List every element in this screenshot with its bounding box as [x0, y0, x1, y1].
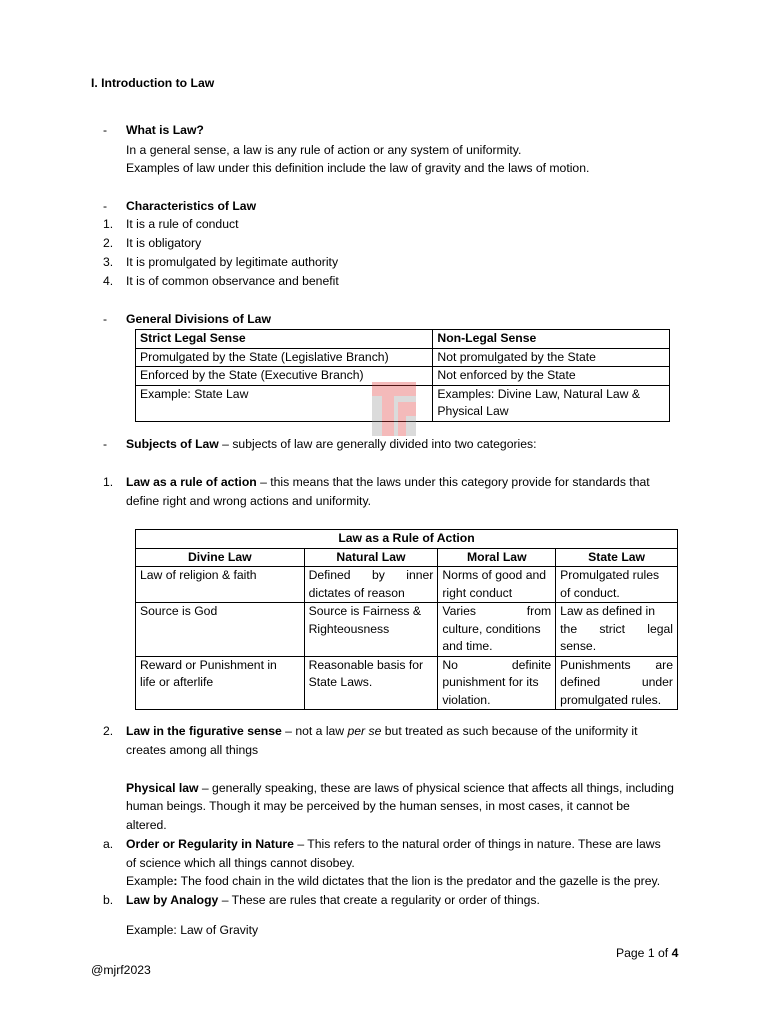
- cell-line: Reasonable basis for: [308, 657, 424, 672]
- cell-line: Source is Fairness &: [308, 604, 422, 618]
- what-is-law-line-2: Examples of law under this definition include the law of gravity and the laws of motion.: [126, 161, 590, 175]
- watermark-logo-icon: [368, 372, 420, 444]
- analogy-text: – These are rules that create a regularity or order of things.: [218, 893, 540, 907]
- table-cell: [556, 656, 678, 710]
- order-example: [126, 872, 660, 891]
- rule-of-action-text: – this means that the laws under this category provide for standards that: [256, 475, 650, 489]
- figurative-line-1: [126, 722, 637, 741]
- table-cell: [438, 567, 556, 603]
- cell-line: right conduct: [442, 585, 513, 600]
- rule-of-action-label: Law as a rule of action: [126, 475, 257, 489]
- list-number: 1.: [103, 217, 114, 231]
- cell-line: punishment for its: [442, 675, 539, 689]
- characteristics-heading: Characteristics of Law: [126, 199, 257, 213]
- cell-line: sense.: [560, 639, 597, 653]
- table-row: [136, 348, 670, 367]
- table-row: [136, 656, 678, 710]
- table-header: Natural Law: [304, 548, 438, 567]
- rule-of-action-line-2: define right and wrong actions and uniformity.: [126, 494, 372, 508]
- cell-line: Source is God: [140, 604, 218, 618]
- subjects-line: [126, 435, 537, 454]
- order-example-colon: :: [173, 874, 178, 888]
- analogy-example: Example: Law of Gravity: [126, 923, 259, 937]
- cell-line: defined under: [560, 675, 673, 689]
- characteristic-item: It is promulgated by legitimate authority: [126, 255, 339, 269]
- table-cell: [136, 656, 305, 710]
- order-line-1: [126, 835, 661, 854]
- cell-line: Reward or Punishment in: [140, 657, 277, 672]
- cell-line: Law of religion & faith: [140, 568, 257, 582]
- table-cell: Example: State Law: [136, 385, 433, 421]
- table-cell: [433, 385, 670, 421]
- cell-line: dictates of reason: [308, 585, 405, 600]
- section-title: I. Introduction to Law: [91, 76, 215, 90]
- page-label: Page: [616, 946, 648, 960]
- table-header: State Law: [556, 548, 678, 567]
- table-cell: Promulgated by the State (Legislative Branch): [136, 348, 433, 367]
- cell-line: violation.: [442, 692, 491, 707]
- table-header: Strict Legal Sense: [136, 330, 433, 349]
- table-cell: Enforced by the State (Executive Branch): [136, 367, 433, 386]
- figurative-text: – not a law: [281, 724, 348, 738]
- order-line-2: of science which all things cannot disobey.: [126, 856, 355, 870]
- physical-text: – generally speaking, these are laws of physical science that affects all things, including: [198, 781, 674, 795]
- table-header: Non-Legal Sense: [433, 330, 670, 349]
- rule-of-action-line-1: [126, 473, 650, 492]
- cell-line: Defined by inner: [308, 568, 434, 582]
- table-cell: [304, 656, 438, 710]
- table-cell: Not promulgated by the State: [433, 348, 670, 367]
- table-cell: [136, 603, 305, 657]
- table-caption: Law as a Rule of Action: [136, 530, 678, 549]
- page-total: 4: [671, 946, 679, 960]
- physical-line-1: [126, 779, 674, 798]
- what-is-law-line-1: In a general sense, a law is any rule of action or any system of uniformity.: [126, 143, 522, 157]
- cell-line: Physical Law: [437, 404, 509, 418]
- list-letter: b.: [103, 893, 114, 907]
- list-number: 3.: [103, 255, 114, 269]
- list-number: 1.: [103, 475, 114, 489]
- characteristic-item: It is a rule of conduct: [126, 217, 239, 231]
- author-handle: @mjrf2023: [91, 963, 151, 977]
- list-number: 2.: [103, 236, 114, 250]
- cell-line: Righteousness: [308, 621, 390, 636]
- cell-line: promulgated rules.: [560, 692, 662, 707]
- page-number: [616, 944, 678, 963]
- cell-line: Law as defined in: [560, 604, 656, 618]
- analogy-line: [126, 891, 540, 910]
- cell-line: Promulgated rules: [560, 568, 660, 582]
- table-cell: Not enforced by the State: [433, 367, 670, 386]
- cell-line: Examples: Divine Law, Natural Law &: [437, 386, 640, 401]
- cell-line: Norms of good and: [442, 568, 547, 582]
- cell-line: culture, conditions: [442, 621, 541, 636]
- table-header: Divine Law: [136, 548, 305, 567]
- page-of: of: [654, 946, 672, 960]
- cell-line: No definite: [442, 657, 552, 672]
- physical-line-2: human beings. Though it may be perceived by the human senses, in most cases, it cannot be: [126, 799, 630, 813]
- figurative-line-2: creates among all things: [126, 743, 259, 757]
- characteristic-item: It is obligatory: [126, 236, 202, 250]
- bullet-dash: -: [103, 199, 108, 213]
- cell-line: State Laws.: [308, 675, 373, 689]
- figurative-text-post: but treated as such because of the uniformity it: [381, 724, 638, 738]
- list-letter: a.: [103, 837, 114, 851]
- characteristic-item: It is of common observance and benefit: [126, 274, 339, 288]
- what-is-law-heading: What is Law?: [126, 123, 204, 137]
- bullet-dash: -: [103, 437, 108, 451]
- figurative-italic: per se: [347, 724, 382, 738]
- cell-line: Varies from: [442, 604, 552, 618]
- subjects-label: Subjects of Law: [126, 437, 219, 451]
- table-header: Moral Law: [438, 548, 556, 567]
- cell-line: the strict legal: [560, 621, 673, 636]
- list-number: 4.: [103, 274, 114, 288]
- table-row: [136, 567, 678, 603]
- cell-line: and time.: [442, 639, 493, 653]
- table-row: [136, 603, 678, 657]
- cell-line: of conduct.: [560, 585, 620, 600]
- figurative-label: Law in the figurative sense: [126, 724, 282, 738]
- table-cell: [438, 603, 556, 657]
- list-number: 2.: [103, 724, 114, 738]
- cell-line: Punishments are: [560, 657, 673, 672]
- table-cell: [304, 603, 438, 657]
- bullet-dash: -: [103, 123, 108, 137]
- analogy-label: Law by Analogy: [126, 893, 219, 907]
- order-example-label: Example: [126, 874, 174, 888]
- table-cell: [304, 567, 438, 603]
- table-cell: [556, 567, 678, 603]
- table-cell: [136, 567, 305, 603]
- divisions-heading: General Divisions of Law: [126, 312, 271, 326]
- physical-label: Physical law: [126, 781, 199, 795]
- subjects-text: – subjects of law are generally divided into two categories:: [218, 437, 537, 451]
- action-table: [135, 529, 678, 710]
- cell-line: life or afterlife: [140, 675, 214, 689]
- order-example-text: The food chain in the wild dictates that the lion is the predator and the gazelle is the prey.: [177, 874, 661, 888]
- order-text: – This refers to the natural order of things in nature. These are laws: [293, 837, 661, 851]
- table-cell: [438, 656, 556, 710]
- page-current: 1: [647, 946, 655, 960]
- bullet-dash: -: [103, 312, 108, 326]
- physical-line-3: altered.: [126, 818, 167, 832]
- table-cell: [556, 603, 678, 657]
- order-label: Order or Regularity in Nature: [126, 837, 294, 851]
